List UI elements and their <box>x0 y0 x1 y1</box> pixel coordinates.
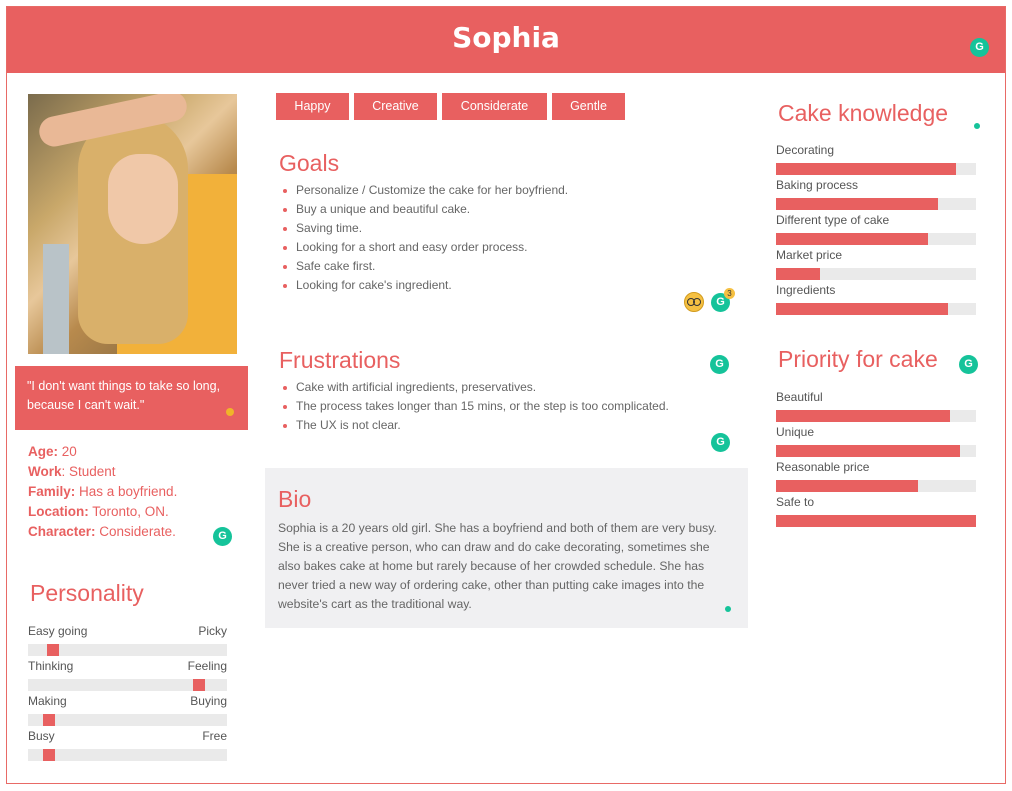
cake-knowledge-title: Cake knowledge <box>778 100 949 126</box>
knowledge-bar-fill <box>776 268 820 280</box>
priority-item <box>776 460 977 492</box>
knowledge-bar <box>776 268 976 280</box>
priority-bar-fill <box>776 410 950 422</box>
grammarly-count-badge: 3 <box>724 288 735 299</box>
knowledge-bar <box>776 233 976 245</box>
bio-section <box>265 468 748 628</box>
trait-tag: Considerate <box>442 93 547 120</box>
knowledge-label: Decorating <box>776 143 835 157</box>
priority-bar-fill <box>776 480 918 492</box>
priority-label: Unique <box>776 425 815 439</box>
priority-bar-fill <box>776 515 976 527</box>
list-item: The UX is not clear. <box>280 416 669 435</box>
scale-track <box>28 644 227 656</box>
fact-location: Location: Toronto, ON. <box>28 504 169 519</box>
grammarly-icon[interactable]: G <box>970 38 989 57</box>
scale-right-label: Buying <box>190 694 227 708</box>
priority-label: Reasonable price <box>776 460 870 474</box>
scale-track <box>28 679 227 691</box>
personality-scale <box>28 659 227 691</box>
list-item: Cake with artificial ingredients, preservatives. <box>280 378 669 397</box>
knowledge-bar-fill <box>776 163 956 175</box>
list-item: The process takes longer than 15 mins, or the step is too complicated. <box>280 397 669 416</box>
list-item: Looking for cake's ingredient. <box>280 276 568 295</box>
priority-item <box>776 390 977 422</box>
priority-label: Safe to <box>776 495 815 509</box>
knowledge-bar-fill <box>776 198 938 210</box>
scale-track <box>28 714 227 726</box>
persona-quote <box>15 366 248 430</box>
frustrations-title: Frustrations <box>279 347 401 373</box>
knowledge-item <box>776 248 977 280</box>
grammarly-dot-icon <box>725 606 731 612</box>
scale-knob <box>47 644 59 656</box>
scale-left-label: Making <box>28 694 67 708</box>
quote-text: "I don't want things to take so long, because I can't wait." <box>27 379 221 412</box>
scale-right-label: Free <box>202 729 227 743</box>
personality-title: Personality <box>30 580 144 606</box>
bio-title: Bio <box>278 486 312 512</box>
list-item: Safe cake first. <box>280 257 568 276</box>
fact-character: Character: Considerate. <box>28 524 176 539</box>
knowledge-bar <box>776 163 976 175</box>
persona-photo <box>28 94 237 354</box>
scale-knob <box>43 714 55 726</box>
priority-item <box>776 495 977 527</box>
knowledge-bar <box>776 303 976 315</box>
list-item: Saving time. <box>280 219 568 238</box>
scale-left-label: Easy going <box>28 624 88 638</box>
nerd-emoji-icon <box>684 292 704 312</box>
knowledge-label: Market price <box>776 248 843 262</box>
knowledge-bar-fill <box>776 303 948 315</box>
knowledge-item <box>776 213 977 245</box>
trait-tag: Gentle <box>552 93 625 120</box>
trait-tag: Happy <box>276 93 349 120</box>
priority-item <box>776 425 977 457</box>
scale-right-label: Feeling <box>187 659 227 673</box>
list-item: Personalize / Customize the cake for her boyfriend. <box>280 181 568 200</box>
grammarly-icon[interactable]: G <box>213 527 232 546</box>
grammarly-icon[interactable]: G <box>711 433 730 452</box>
scale-knob <box>43 749 55 761</box>
priority-title: Priority for cake <box>778 346 938 372</box>
personality-scale <box>28 729 227 761</box>
list-item: Buy a unique and beautiful cake. <box>280 200 568 219</box>
grammarly-dot-icon <box>974 123 980 129</box>
grammarly-icon[interactable]: G <box>711 293 730 312</box>
knowledge-label: Ingredients <box>776 283 836 297</box>
grammarly-icon[interactable]: G <box>959 355 978 374</box>
list-item: Looking for a short and easy order process. <box>280 238 568 257</box>
scale-knob <box>193 679 205 691</box>
knowledge-label: Different type of cake <box>776 213 890 227</box>
priority-bar <box>776 480 976 492</box>
trait-tag: Creative <box>354 93 437 120</box>
goals-list <box>280 181 568 295</box>
fact-age: Age: 20 <box>28 444 77 459</box>
knowledge-label: Baking process <box>776 178 859 192</box>
persona-name: Sophia <box>452 21 560 54</box>
knowledge-bar <box>776 198 976 210</box>
status-dot-icon <box>226 408 234 416</box>
knowledge-bar-fill <box>776 233 928 245</box>
frustrations-list <box>280 378 669 435</box>
personality-scale <box>28 624 227 656</box>
goals-title: Goals <box>279 150 340 176</box>
priority-bar <box>776 445 976 457</box>
trait-tags <box>276 93 625 120</box>
photo-rail <box>43 244 69 354</box>
knowledge-item <box>776 143 977 175</box>
header-bar <box>7 7 1005 73</box>
priority-label: Beautiful <box>776 390 823 404</box>
fact-work: Work: Student <box>28 464 116 479</box>
photo-face <box>108 154 178 244</box>
bio-text: Sophia is a 20 years old girl. She has a boyfriend and both of them are very busy. She is a creative person, who can draw and do cake decorating, sometimes she also bakes cake at home but rarely because of her crowded schedule. She has never tried a new way of ordering cake, other than putting cake images into the website's cart as the traditional way. <box>278 521 717 611</box>
knowledge-item <box>776 283 977 315</box>
priority-bar <box>776 410 976 422</box>
priority-bar <box>776 515 976 527</box>
personality-scale <box>28 694 227 726</box>
grammarly-icon[interactable]: G <box>710 355 729 374</box>
persona-facts <box>28 442 177 542</box>
scale-right-label: Picky <box>198 624 227 638</box>
scale-left-label: Thinking <box>28 659 74 673</box>
fact-family: Family: Has a boyfriend. <box>28 484 178 499</box>
priority-bar-fill <box>776 445 960 457</box>
knowledge-item <box>776 178 977 210</box>
scale-track <box>28 749 227 761</box>
persona-card <box>6 6 1006 784</box>
scale-left-label: Busy <box>28 729 55 743</box>
